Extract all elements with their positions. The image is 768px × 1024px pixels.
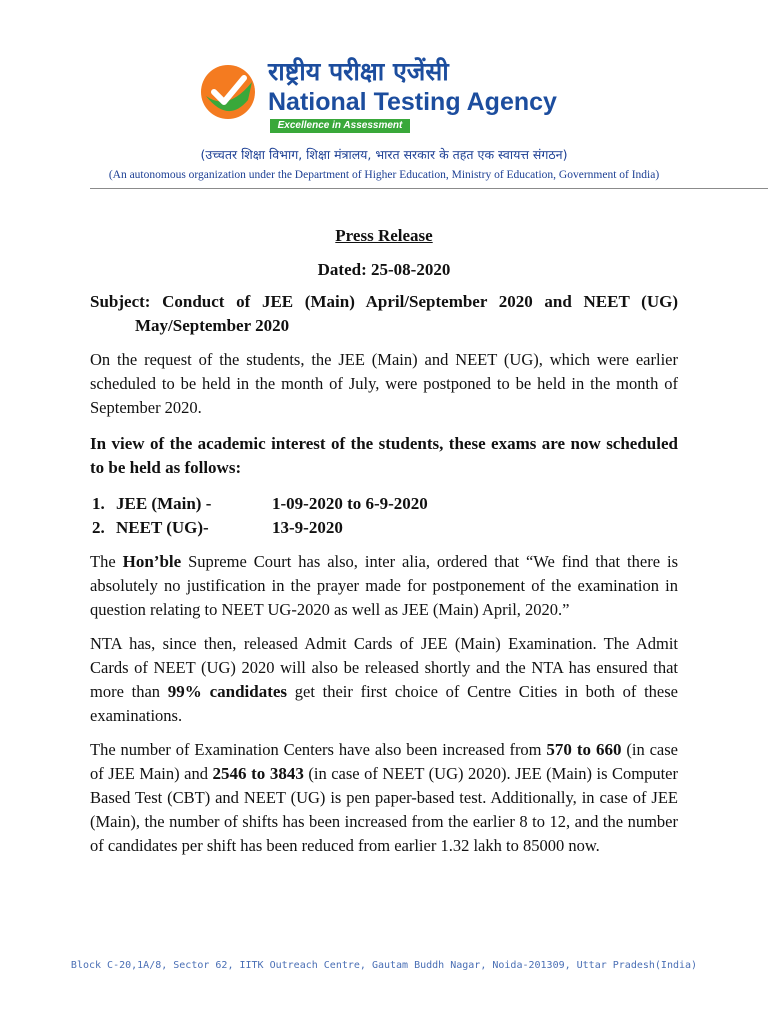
emphasis-candidates: 99% candidates xyxy=(167,682,288,701)
letterhead xyxy=(0,0,768,190)
exam-schedule-list xyxy=(90,492,678,540)
header-divider xyxy=(90,188,768,189)
emphasis-honble: Hon’ble xyxy=(122,552,182,571)
nta-logo-icon xyxy=(198,62,258,122)
list-item xyxy=(92,492,678,516)
text-segment: get their first choice of Centre Cities in both of these examinations. xyxy=(90,682,678,725)
agency-name-hindi: राष्ट्रीय परीक्षा एजेंसी xyxy=(268,57,449,86)
footer-address: Block C-20,1A/8, Sector 62, IITK Outreach Centre, Gautam Buddh Nagar, Noida-201309, Uttar Pradesh(India) xyxy=(70,960,698,971)
list-item-number: 1. xyxy=(92,494,105,513)
document-title: Press Release xyxy=(335,226,433,245)
emphasis-jee-centers: 570 to 660 xyxy=(546,740,622,759)
paragraph-exam-centers xyxy=(90,738,678,858)
list-item xyxy=(92,516,678,540)
text-segment: NTA has, since then, released Admit Cards of JEE (Main) Examination. The Admit Cards of NEET (UG) 2020 will also be released shortly and the NTA has ensured that more than xyxy=(90,634,678,701)
agency-subtitle-hindi: (उच्चतर शिक्षा विभाग, शिक्षा मंत्रालय, भारत सरकार के तहत एक स्वायत्त संगठन) xyxy=(200,147,568,162)
release-date: Dated: 25-08-2020 xyxy=(317,260,451,279)
release-subject: Subject: Conduct of JEE (Main) April/September 2020 and NEET (UG) May/September 2020 xyxy=(90,292,678,335)
press-release-body xyxy=(90,224,678,858)
paragraph-supreme-court xyxy=(90,550,678,622)
agency-subtitle-english: (An autonomous organization under the Department of Higher Education, Ministry of Education, Government of India) xyxy=(108,169,660,181)
list-item-number: 2. xyxy=(92,518,105,537)
emphasis-neet-centers: 2546 to 3843 xyxy=(212,764,304,783)
exam-dates: 13-9-2020 xyxy=(272,518,343,537)
text-segment: The xyxy=(90,552,123,571)
text-segment: Supreme Court has also, inter alia, ordered that “We find that there is absolutely no justification in the prayer made for postponement of the examination in question relating to NEET UG-2020 as well as JEE (Main) April, 2020.” xyxy=(90,552,678,619)
text-segment: The number of Examination Centers have also been increased from xyxy=(90,740,547,759)
text-segment: (in case of JEE Main) and xyxy=(90,740,678,783)
paragraph-schedule-intro: In view of the academic interest of the students, these exams are now scheduled to be held as follows: xyxy=(90,434,678,477)
exam-dates: 1-09-2020 to 6-9-2020 xyxy=(272,494,428,513)
exam-name: JEE (Main) - xyxy=(116,494,212,513)
paragraph-postponement: On the request of the students, the JEE (Main) and NEET (UG), which were earlier scheduled to be held in the month of July, were postponed to be held in the month of September 2020. xyxy=(90,350,678,417)
paragraph-admit-cards xyxy=(90,632,678,728)
agency-name-english: National Testing Agency xyxy=(268,88,557,116)
exam-name: NEET (UG)- xyxy=(116,518,209,537)
text-segment: (in case of NEET (UG) 2020). JEE (Main) is Computer Based Test (CBT) and NEET (UG) is pen paper-based test. Additionally, in case of JEE (Main), the number of shifts has been increased from the earlier 8 to 12, and the number of candidates per shift has been reduced from earlier 1.32 lakh to 85000 now. xyxy=(90,764,678,855)
agency-tagline: Excellence in Assessment xyxy=(270,119,410,133)
